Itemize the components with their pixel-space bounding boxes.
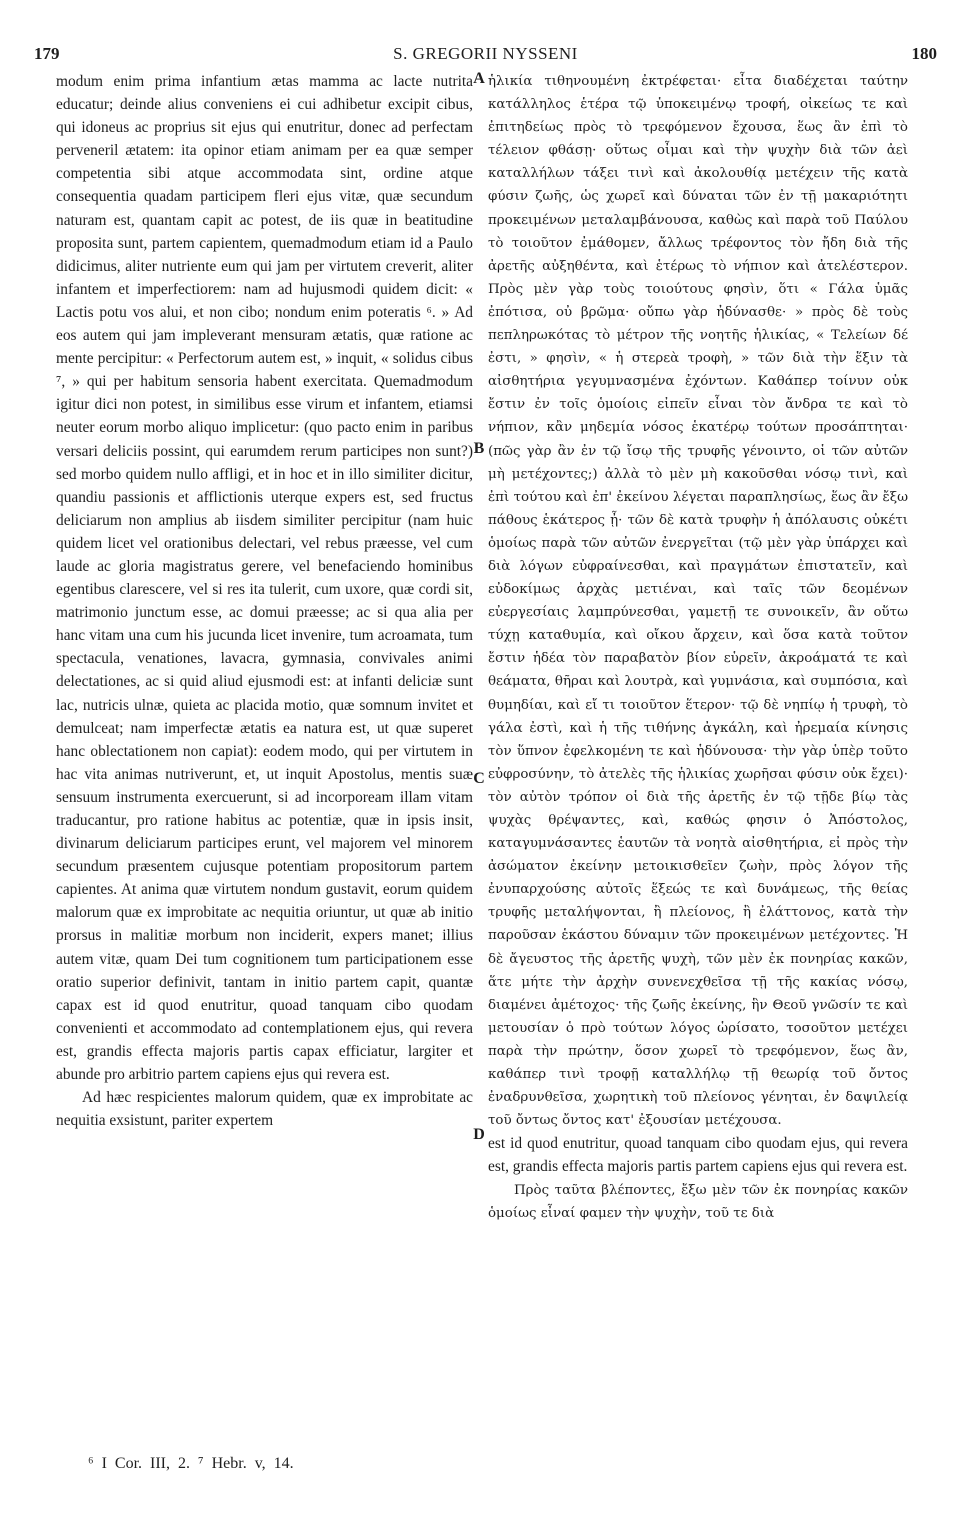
page-number-left: 179: [34, 44, 60, 63]
section-marker-b: B: [473, 440, 485, 457]
running-title: S. GREGORII NYSSENI: [393, 44, 578, 63]
section-marker-c: C: [473, 770, 485, 787]
footnote-6: ⁶ I Cor. III, 2.: [88, 1455, 191, 1472]
section-marker-d: D: [473, 1126, 485, 1143]
page-number-right: 180: [911, 44, 937, 63]
greek-paragraph-2: Πρὸς ταῦτα βλέποντες, ἔξω μὲν τῶν ἐκ πονηρίας κακῶν ὁμοίως εἶναί φαμεν τὴν ψυχὴν, τοῦ τε διὰ: [488, 1182, 908, 1221]
greek-column-latin-tail: est id quod enutritur, quoad tanquam cibo quodam ejus, qui revera est, grandis effecta majoris partis partem capiens ejus qui revera est.: [488, 1135, 908, 1176]
footnote-7: ⁷ Hebr. v, 14.: [198, 1455, 294, 1472]
footnotes: [88, 1455, 294, 1473]
section-marker-a: A: [473, 70, 485, 87]
page-header: [34, 44, 937, 70]
greek-paragraph-1: ἡλικία τιθηνουμένη ἐκτρέφεται· εἶτα διαδέχεται ταύτην κατάλληλος ἑτέρα τῷ ὑποκειμένῳ τροφή, οἰκείως τε καὶ ἐπιτηδείως πρὸς τὸ τρεφόμενον ἔχουσα, ἕως ἂν ἐπὶ τὸ τέλειον φθάσῃ· οὕτως οἶμαι καὶ τὴν ψυχὴν διὰ τῶν ἀεὶ καταλλήλων τάξει τινὶ καὶ ἀκολουθίᾳ μετέχειν τῆς κατὰ φύσιν ζωῆς, ὡς χωρεῖ καὶ δύναται τῶν ἐν τῇ μακαριότητι προκειμένων μεταλαμβάνουσα, καθὼς καὶ παρὰ τοῦ Παύλου τὸ τοιοῦτον ἐμάθομεν, ἄλλως τρέφοντος τὸν ἤδη διὰ τῆς ἀρετῆς αὐξηθέντα, καὶ ἑτέρως τὸ νήπιον καὶ ἀτελέστερον. Πρὸς μὲν γὰρ τοὺς τοιούτους φησὶν, ὅτι « Γάλα ὑμᾶς ἐπότισα, οὐ βρῶμα· οὔπω γὰρ ἠδύνασθε· » πρὸς δὲ τοὺς πεπληρωκότας τὸ μέτρον τῆς νοητῆς ἡλικίας, « Τελείων δέ ἐστι, » φησὶν, « ἡ στερεὰ τροφὴ, » τῶν διὰ τὴν ἕξιν τὰ αἰσθητήρια γεγυμνασμένα ἐχόντων. Καθάπερ τοίνυν οὐκ ἔστιν ἐν τοῖς ὁμοίοις εἰπεῖν εἶναι τὸν ἄνδρα τε καὶ τὸ νήπιον, κἂν μηδεμία νόσος ἑκατέρῳ τούτων προσάπτηται· (πῶς γὰρ ἂν ἐν τῷ ἴσῳ τῆς τρυφῆς γένοιντο, οἱ τῶν αὐτῶν μὴ μετέχοντες;) ἀλλὰ τὸ μὲν μὴ κακοῦσθαι νόσῳ τινὶ, καὶ ἐπὶ τούτου καὶ ἐπ' ἐκείνου λέγεται παραπλησίως, ἕως ἂν ἔξω πάθους ἑκάτερος ᾖ· τῶν δὲ κατὰ τρυφὴν ἡ ἀπόλαυσις οὐκέτι ὁμοίως παρὰ τῶν αὐτῶν ἐνεργεῖται (τῷ μὲν γὰρ ὑπάρχει καὶ διὰ λόγων εὐφραίνεσθαι, καὶ πραγμάτων ἐπιστατεῖν, καὶ εὐδοκίμως ἀρχὰς μετιέναι, καὶ ταῖς τῶν δεομένων εὐεργεσίαις λαμπρύνεσθαι, γαμετῇ τε συνοικεῖν, ἂν οὕτω τύχῃ καταθυμία, καὶ οἴκου ἄρχειν, καὶ ὅσα κατὰ τοῦτον ἔστιν ἡδέα τὸν παραβατὸν βίον εὑρεῖν, ἀκροάματά τε καὶ θεάματα, θῆραι καὶ λουτρὰ, καὶ γυμνάσια, καὶ συμπόσια, καὶ θυμηδίαι, καὶ εἴ τι τοιοῦτον ἕτερον· τῷ δὲ νηπίῳ ἡ τρυφὴ, τὸ γάλα ἐστὶ, καὶ ἡ τῆς τιθήνης ἀγκάλη, καὶ ἠρεμαία κίνησις τὸν ὕπνον ἐφελκομένη τε καὶ ἡδύνουσα· τὴν γὰρ ὑπὲρ τοῦτο εὐφροσύνην, τὸ ἀτελὲς τῆς ἡλικίας χωρῆσαι φύσιν οὐκ ἔχει)· τὸν αὐτὸν τρόπον οἱ διὰ τῆς ἀρετῆς ἐν τῷ τῇδε βίῳ τὰς ψυχὰς θρέψαντες, καὶ, καθώς φησιν ὁ Ἀπόστολος, καταγυμνάσαντες ἑαυτῶν τὰ νοητὰ αἰσθητήρια, εἰ πρὸς τὴν ἀσώματον ἐκείνην μετοικισθεῖεν ζωὴν, πρὸς λόγον τῆς ἐνυπαρχούσης αὐτοῖς ἕξεώς τε καὶ δυνάμεως, τῆς θείας τρυφῆς μεταλήψονται, ἢ πλείονος, ἢ ἐλάττονος, κατὰ τὴν παροῦσαν ἑκάστου δύναμιν τῶν προκειμένων μετέχοντες. Ἡ δὲ ἄγευστος τῆς ἀρετῆς ψυχὴ, τῶν μὲν ἐκ πονηρίας κακῶν, ἅτε μήτε τὴν ἀρχὴν συνενεχθεῖσα τῇ τῆς κακίας νόσῳ, διαμένει ἀμέτοχος· τῆς ζωῆς ἐκείνης, ἣν Θεοῦ γνῶσίν τε καὶ μετουσίαν ὁ πρὸ τούτων λόγος ὡρίσατο, τοσοῦτον μετέχει παρὰ τὴν πρώτην, ὅσον χωρεῖ τὸ τρεφόμενον, ἕως ἂν, καθάπερ τινὶ τροφῇ καταλλήλῳ τῇ θεωρίᾳ τοῦ ὄντος ἐναδρυνθεῖσα, χωρητικὴ τοῦ πλείονος γένηται, ἐν δαψιλείᾳ τοῦ ὄντως ὄντος κατ' ἐξουσίαν μετέχουσα.: [488, 74, 908, 1129]
latin-column: [56, 70, 473, 1410]
latin-paragraph-2: Ad hæc respicientes malorum quidem, quæ ex improbitate ac nequitia exsistunt, pariter expertem: [56, 1089, 473, 1130]
greek-column: [488, 70, 908, 1410]
latin-paragraph-1: modum enim prima infantium ætas mamma ac lacte nutrita educatur; deinde alius conveniens ei cui adhibetur excipit cibus, qui idoneus ac proprius sit ejus qui enutritur, donec ad perfectam perveneril ætatem: ita opinor etiam animam per ea quæ semper competentia sibi atque accommodata sint, ordine atque consequentia quadam participem fleri ejus vitæ, quæ secundum naturam est, quantam capit ac potest, de iis quæ in beatitudine proposita sunt, partem capientem, quemadmodum etiam id a Paulo didicimus, aliter nutriente eum qui jam per virtutem creverit, aliter infantem et imperfectiorem: nam ad hujusmodi quidem dicit: « Lactis potu vos alui, et non cibo; nondum enim poteratis ⁶. » Ad eos autem qui jam impleverant mensuram ætatis, quæ ratione ac mente percipitur: « Perfectorum autem est, » inquit, « solidus cibus ⁷, » qui per habitum sensoria habent exercitata. Quemadmodum igitur dici non potest, in similibus esse virum et infantem, etiamsi neuter eorum morbo aliquo implicetur: (quo pacto enim in paribus versari deliciis possint, qui earumdem rerum participes non sunt?) sed morbo quidem nullo affligi, et in hoc et in illo similiter dicitur, quandiu passionis et afflictionis uterque expers est, sed fructus deliciarum non amplius ab iisdem similiter percipitur (nam huic quidem licet vel orationibus delectari, vel rebus præesse, vel cum laude ac gloria magistratus gerere, vel benefaciendo hominibus egentibus clarescere, vel si res ita tulerit, cum uxore, quæ cordi sit, matrimonio junctum esse, ac domui præesse; ac si qua alia per hanc vitam una cum his jucunda licet invenire, tum acroamata, tum spectacula, venationes, lavacra, gymnasia, convivales animi delectationes, ac si quid aliud ejusmodi est: at infanti deliciæ sunt lac, nutricis ulnæ, quieta ac placida motio, quæ somnum invitet et demulceat; nam imperfectæ ætatis ea natura est, ut quæ superet hanc oblectationem non capiat): eodem modo, qui per virtutem in hac vita animas nutriverunt, et, ut inquit Apostolus, mentis suæ sensuum instrumenta exercuerunt, si ad incorpoream illam vitam traducantur, pro ratione habitus ac potentiæ, quæ in ipsis insit, divinarum deliciarum participes erunt, vel majorem vel minorem secundum præsentem cujusque potentiam propositorum partem capientes. At anima quæ virtutem nondum gustavit, eorum quidem malorum quæ ex improbitate ac nequitia oriuntur, ut quæ ab initio prorsus in malitiæ morbum non inciderit, expers manet; illius autem vitæ, quam Dei tum cognitionem tum participationem esse oratio superior definivit, tantam in initio partem capit, quantæ capax est id quod enutritur, quoad tanquam cibo quodam convenienti et accommodato ad contemplationem ejus, qui revera est, grandis effecta majoris partis capax efficiatur, largiter et abunde pro arbitrio partem capiens ejus qui revera est.: [56, 73, 473, 1084]
